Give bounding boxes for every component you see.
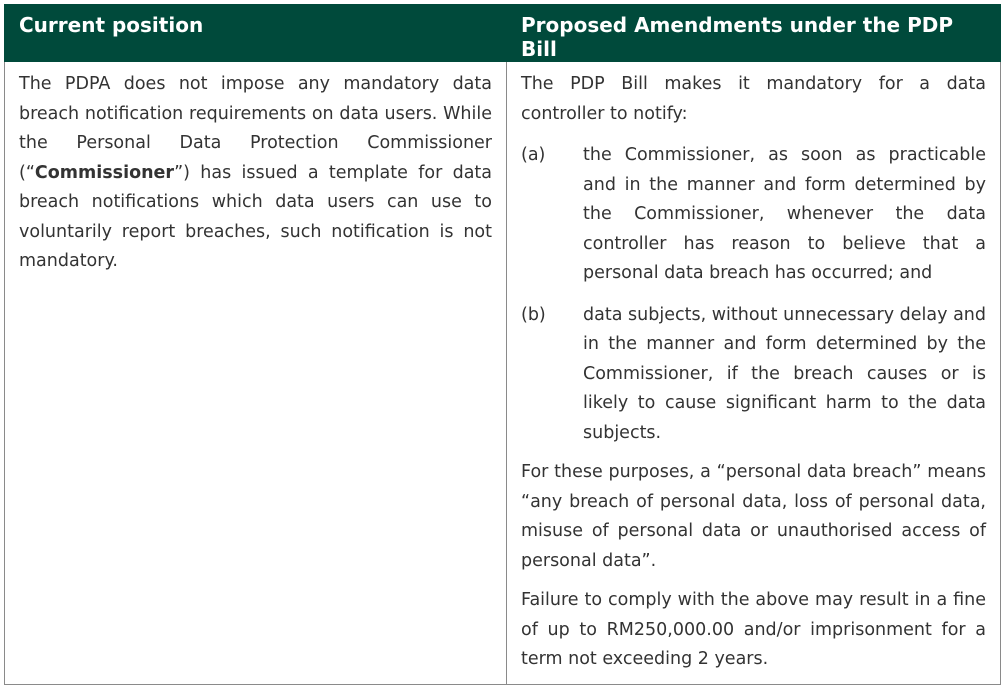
proposed-amendments-cell — [507, 62, 1001, 685]
list-marker-a: (a) — [521, 145, 546, 165]
current-position-cell — [5, 62, 507, 685]
list-text-a: the Commissioner, as soon as practicable and in the manner and form determined by the Commissioner, whenever the data controller has reason to believe that a personal data breach has occurred; and — [583, 145, 986, 283]
commissioner-defined-term: Commissioner — [34, 162, 175, 183]
current-position-text-end: ”) has issued a template for data breach notifications which data users can use to voluntarily report breaches, such notification is not mandatory. — [19, 162, 492, 271]
definition-paragraph: For these purposes, a “personal data breach” means “any breach of personal data, loss of personal data, misuse of personal data or unauthorised access of personal data”. — [521, 462, 986, 571]
content-row — [5, 62, 1001, 685]
current-position-text-start: The PDPA does not impose any mandatory data breach notification requirements on data users. While the Personal Data Protection Commissioner (“ — [19, 74, 492, 183]
bill-intro-paragraph: The PDP Bill makes it mandatory for a data controller to notify: — [521, 74, 986, 124]
penalty-paragraph: Failure to comply with the above may result in a fine of up to RM250,000.00 and/or imprisonment for a term not exceeding 2 years. — [521, 590, 986, 669]
list-item-a — [521, 141, 986, 289]
comparison-table — [4, 4, 1001, 685]
list-marker-b: (b) — [521, 304, 546, 325]
header-current-position: Current position — [5, 5, 507, 62]
header-row — [5, 5, 1001, 62]
current-position-paragraph — [19, 70, 492, 277]
list-text-b: data subjects, without unnecessary delay and in the manner and form determined by the Commissioner, if the breach causes or is likely to cause significant harm to the data subjects. — [583, 304, 986, 443]
list-item-b — [521, 301, 986, 449]
header-proposed-amendments: Proposed Amendments under the PDP Bill — [507, 5, 1001, 62]
